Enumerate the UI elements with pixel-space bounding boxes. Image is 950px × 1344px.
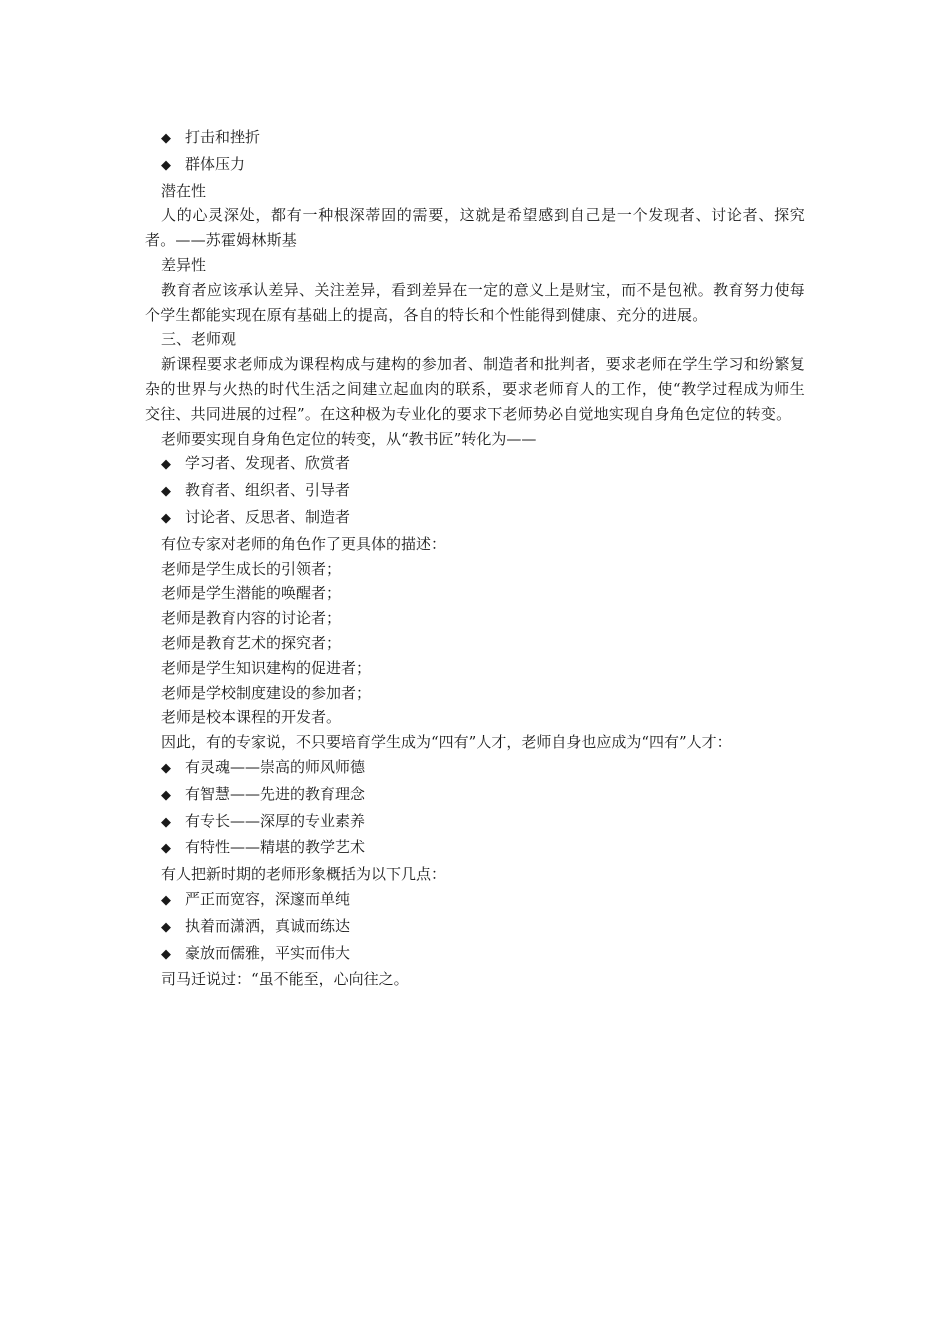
bullet-text: 豪放而儒雅，平实而伟大 xyxy=(185,943,351,962)
diamond-bullet-icon: ◆ xyxy=(161,841,171,857)
bullet-item xyxy=(145,125,805,152)
line-expert: 有位专家对老师的角色作了更具体的描述： xyxy=(161,534,447,553)
bullet-text: 有智慧——先进的教育理念 xyxy=(185,784,366,803)
section-heading-teacher-view: 三、老师观 xyxy=(161,330,237,349)
line-sima-quote: 司马迁说过：“虽不能至，心向往之。 xyxy=(161,970,409,989)
bullet-text: 有特性——精堪的教学艺术 xyxy=(185,838,366,857)
bullet-text: 打击和挫折 xyxy=(185,128,261,146)
line-transform: 老师要实现自身角色定位的转变，从“教书匠”转化为—— xyxy=(161,429,537,448)
bullet-item xyxy=(145,809,805,836)
diamond-bullet-icon: ◆ xyxy=(161,814,171,830)
bullet-text: 严正而宽容，深邃而单纯 xyxy=(185,889,351,908)
heading-latency: 潜在性 xyxy=(161,181,207,200)
bullet-text: 群体压力 xyxy=(185,154,246,173)
bullet-text: 执着而潇洒，真诚而练达 xyxy=(185,916,351,935)
bullet-text: 有专长——深厚的专业素养 xyxy=(185,811,366,830)
diamond-bullet-icon: ◆ xyxy=(161,510,171,526)
bullet-text: 学习者、发现者、欣赏者 xyxy=(185,454,351,473)
bullet-item xyxy=(145,505,805,532)
role-line: 老师是教育艺术的探究者； xyxy=(161,633,342,652)
diamond-bullet-icon: ◆ xyxy=(161,131,171,146)
line-four-have: 因此，有的专家说，不只要培育学生成为“四有”人才，老师自身也应成为“四有”人才： xyxy=(161,733,732,752)
diamond-bullet-icon: ◆ xyxy=(161,457,171,473)
diamond-bullet-icon: ◆ xyxy=(161,157,171,173)
role-line: 老师是教育内容的讨论者； xyxy=(161,609,342,628)
bullet-text: 有灵魂——崇高的师风师德 xyxy=(185,757,366,776)
bullet-item xyxy=(145,152,805,179)
bullet-item xyxy=(145,835,805,862)
bullet-item xyxy=(145,887,805,914)
role-line: 老师是校本课程的开发者。 xyxy=(161,708,342,727)
paragraph-difference: 教育者应该承认差异、关注差异，看到差异在一定的意义上是财宝，而不是包袱。教育努力使每个学生都能实现在原有基础上的提高，各自的特长和个性能得到健康、充分的进展。 xyxy=(145,280,805,324)
diamond-bullet-icon: ◆ xyxy=(161,946,171,962)
diamond-bullet-icon: ◆ xyxy=(161,787,171,803)
document-page xyxy=(145,125,805,992)
diamond-bullet-icon: ◆ xyxy=(161,484,171,500)
diamond-bullet-icon: ◆ xyxy=(161,892,171,908)
role-line: 老师是学校制度建设的参加者； xyxy=(161,683,372,702)
bullet-item xyxy=(145,782,805,809)
bullet-text: 讨论者、反思者、制造者 xyxy=(185,507,351,526)
bullet-item xyxy=(145,755,805,782)
diamond-bullet-icon: ◆ xyxy=(161,919,171,935)
bullet-text: 教育者、组织者、引导者 xyxy=(185,481,351,500)
bullet-item xyxy=(145,914,805,941)
heading-difference: 差异性 xyxy=(161,255,207,274)
diamond-bullet-icon: ◆ xyxy=(161,760,171,776)
role-line: 老师是学生成长的引领者； xyxy=(161,559,342,578)
role-line: 老师是学生知识建构的促进者； xyxy=(161,658,372,677)
bullet-item xyxy=(145,451,805,478)
line-teacher-image: 有人把新时期的老师形象概括为以下几点： xyxy=(161,865,447,884)
paragraph-new-curriculum: 新课程要求老师成为课程构成与建构的参加者、制造者和批判者，要求老师在学生学习和纷繁复杂的世界与火热的时代生活之间建立起血肉的联系，要求老师育人的工作，使“教学过程成为师生交往、共同进展的过程”。在这种极为专业化的要求下老师势必自觉地实现自身角色定位的转变。 xyxy=(145,355,805,423)
bullet-item xyxy=(145,941,805,968)
role-line: 老师是学生潜能的唤醒者； xyxy=(161,584,342,603)
bullet-item xyxy=(145,478,805,505)
paragraph-latency: 人的心灵深处，都有一种根深蒂固的需要，这就是希望感到自己是一个发现者、讨论者、探究者。——苏霍姆林斯基 xyxy=(145,206,805,250)
